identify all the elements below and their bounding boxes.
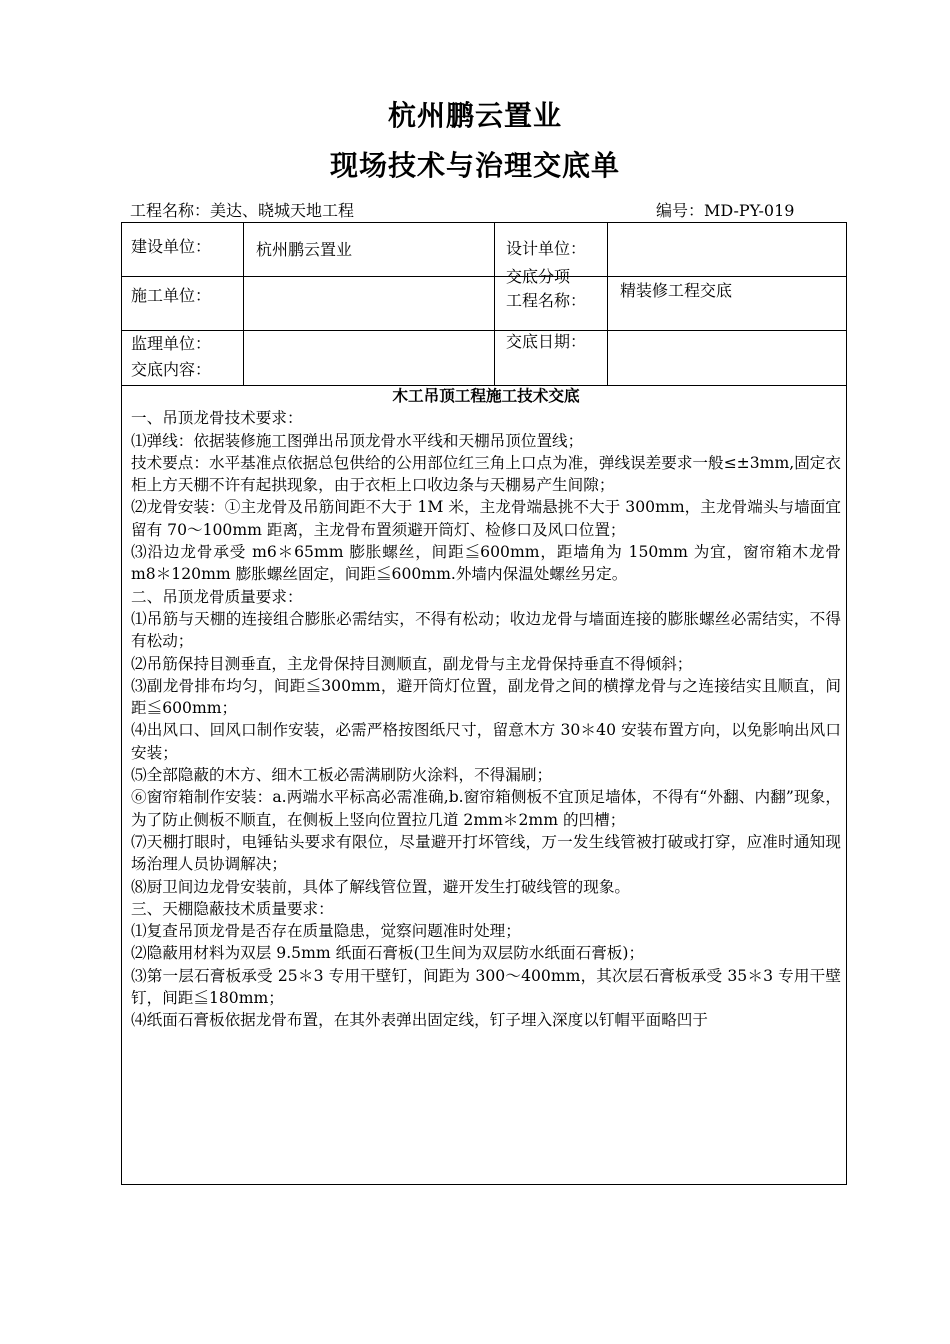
content-line: ⑷出风口、回风口制作安装，必需严格按图纸尺寸，留意木方 30＊40 安装布置方向，以免影响出风口安装； [131,721,841,762]
date-label: 交底日期： [506,332,587,351]
content-line: ⑥窗帘箱制作安装：a.两端水平标高必需准确,b.窗帘箱侧板不宜顶足墙体，不得有“外翻、内翻”现象，为了防止侧板不顺直，在侧板上竖向位置拉几道 2mm＊2mm 的凹槽； [131,788,841,829]
content-line: ⑷纸面石膏板依据龙骨布置，在其外表弹出固定线，钉子埋入深度以钉帽平面略凹于 [131,1011,708,1030]
supervise-unit-label: 监理单位： [131,334,212,353]
content-heading: 木工吊顶工程施工技术交底 [392,387,580,405]
row-divider [121,276,847,277]
document-title: 现场技术与治理交底单 [329,149,620,182]
subproject-label-line2: 工程名称： [506,291,587,310]
row-divider [121,330,847,331]
briefing-content [131,385,841,1032]
build-unit-value: 杭州鹏云置业 [256,240,353,259]
content-line: 一、吊顶龙骨技术要求： [131,409,303,428]
content-line: 二、吊顶龙骨质量要求： [131,587,303,606]
content-line: ⑵吊筋保持目测垂直，主龙骨保持目测顺直，副龙骨与主龙骨保持垂直不得倾斜； [131,654,693,673]
content-line: ⑴吊筋与天棚的连接组合膨胀必需结实，不得有松动；收边龙骨与墙面连接的膨胀螺丝必需结实，不得有松动； [131,609,841,651]
content-line: ⑺天棚打眼时，电锤钻头要求有限位，尽量避开打坏管线，万一发生线管被打破或打穿，应准时通知现场治理人员协调解决； [131,832,841,874]
content-line: ⑶沿边龙骨承受 m6＊65mm 膨胀螺丝，间距≦600mm，距墙角为 150mm 为宜，窗帘箱木龙骨 m8＊120mm 膨胀螺丝固定，间距≦600mm.外墙内保温处螺丝另定。 [131,543,841,584]
content-line: 技术要点：水平基准点依据总包供给的公用部位红三角上口点为准，弹线误差要求一般≤±3mm,固定衣柜上方天棚不许有起拱现象，由于衣柜上口收边条与天棚易产生间隙； [131,453,841,495]
content-line: ⑴弹线：依据装修施工图弹出吊顶龙骨水平线和天棚吊顶位置线； [131,431,584,450]
content-label: 交底内容： [131,360,212,379]
content-line: ⑶第一层石膏板承受 25＊3 专用干壁钉，间距为 300～400mm，其次层石膏板承受 35＊3 专用干壁钉，间距≦180mm； [131,966,841,1008]
content-line: 三、天棚隐蔽技术质量要求： [131,899,334,918]
content-line: ⑶副龙骨排布均匀，间距≦300mm，避开筒灯位置，副龙骨之间的横撑龙骨与之连接结实且顺直，间距≦600mm； [131,676,841,718]
column-divider [494,222,495,385]
column-divider [243,222,244,385]
content-line: ⑻厨卫间边龙骨安装前，具体了解线管位置，避开发生打破线管的现象。 [131,877,631,896]
company-title: 杭州鹏云置业 [387,99,562,132]
content-line: ⑵龙骨安装：①主龙骨及吊筋间距不大于 1M 米，主龙骨端悬挑不大于 300mm，主龙骨端头与墙面宜留有 70～100mm 距离，主龙骨布置须避开筒灯、检修口及风口位置； [131,498,841,539]
column-divider [607,222,608,385]
document-code: 编号：MD-PY-019 [656,201,795,220]
content-line: ⑵隐蔽用材料为双层 9.5mm 纸面石膏板(卫生间为双层防水纸面石膏板)； [131,944,645,963]
content-line: ⑴复查吊顶龙骨是否存在质量隐患，觉察问题准时处理； [131,922,521,941]
construct-unit-label: 施工单位： [131,286,212,305]
design-unit-label: 设计单位： [506,239,587,258]
subproject-label: 交底分项 [506,267,571,286]
content-line: ⑸全部隐蔽的木方、细木工板必需满刷防火涂料，不得漏刷； [131,766,553,785]
subproject-value: 精装修工程交底 [620,281,733,300]
build-unit-label: 建设单位： [131,237,212,256]
project-name: 工程名称：美达、晓城天地工程 [130,201,355,220]
